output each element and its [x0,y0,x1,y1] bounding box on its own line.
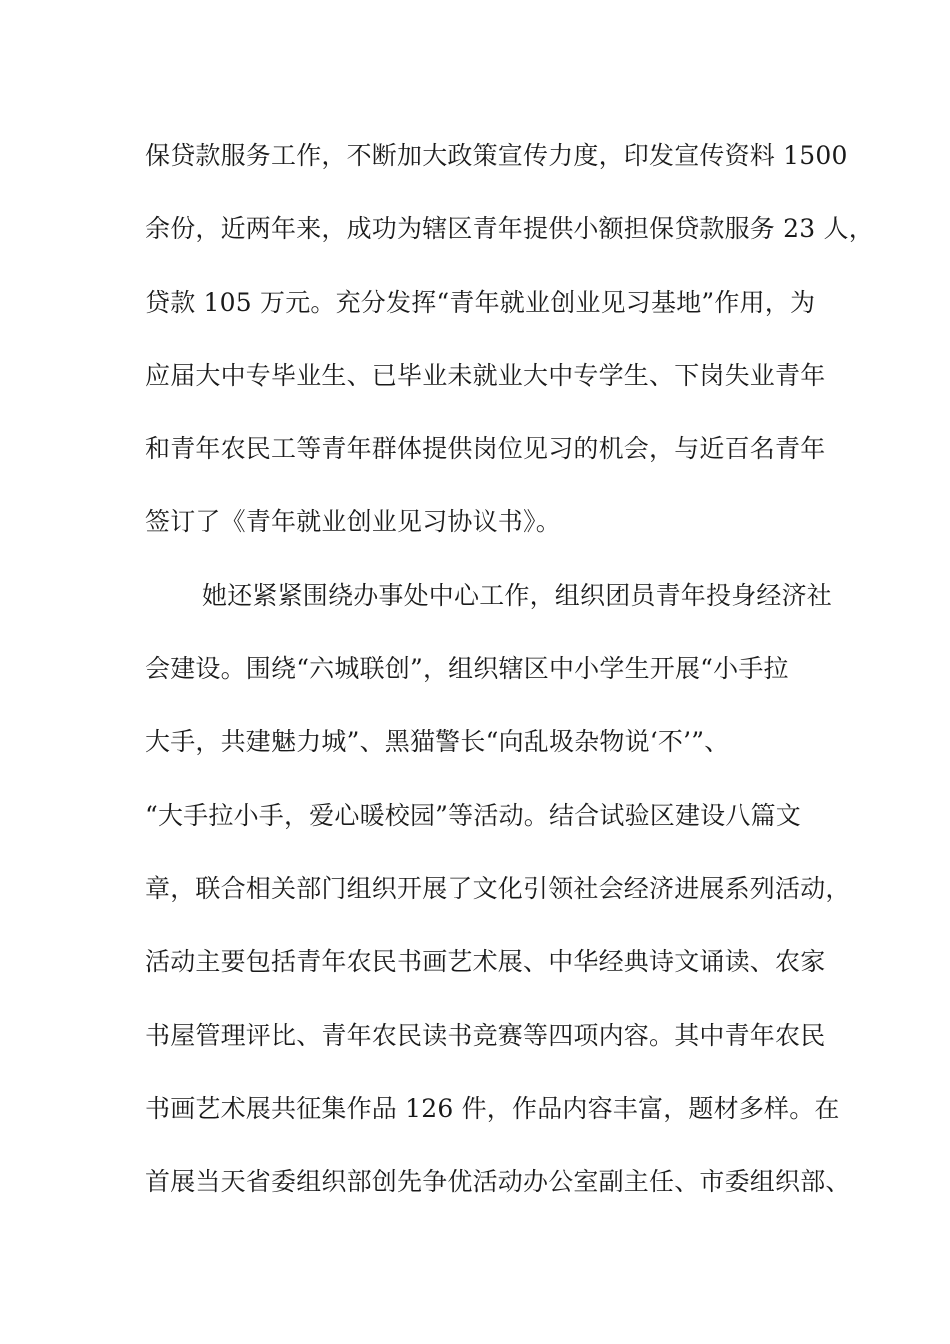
text-line: 会建设。围绕“六城联创”，组织辖区中小学生开展“小手拉 [145,654,789,684]
text-line: 活动主要包括青年农民书画艺术展、中华经典诗文诵读、农家 [145,947,826,977]
text-line: 章，联合相关部门组织开展了文化引领社会经济进展系列活动， [145,873,851,903]
text-line: 应届大中专毕业生、已毕业未就业大中专学生、下岗失业青年 [145,360,826,390]
text-line: 贷款 105 万元。充分发挥“青年就业创业见习基地”作用，为 [145,287,816,317]
text-line: 大手，共建魅力城”、黑猫警长“向乱圾杂物说‘不’”、 [145,727,730,757]
text-line: 首展当天省委组织部创先争优活动办公室副主任、市委组织部、 [145,1167,851,1197]
text-line: 书画艺术展共征集作品 126 件，作品内容丰富，题材多样。在 [145,1093,840,1123]
text-line: 余份，近两年来，成功为辖区青年提供小额担保贷款服务 23 人， [145,214,874,244]
text-line: 保贷款服务工作，不断加大政策宣传力度，印发宣传资料 1500 [145,141,848,170]
text-line: 签订了《青年就业创业见习协议书》。 [145,507,561,537]
text-line: 书屋管理评比、青年农民读书竞赛等四项内容。其中青年农民 [145,1020,826,1050]
body-text [145,132,874,1231]
paragraph-first-line: 她还紧紧围绕办事处中心工作，组织团员青年投身经济社 [202,580,833,610]
text-line: 和青年农民工等青年群体提供岗位见习的机会，与近百名青年 [145,434,826,464]
text-line: “大手拉小手，爱心暖校园”等活动。结合试验区建设八篇文 [145,800,801,830]
